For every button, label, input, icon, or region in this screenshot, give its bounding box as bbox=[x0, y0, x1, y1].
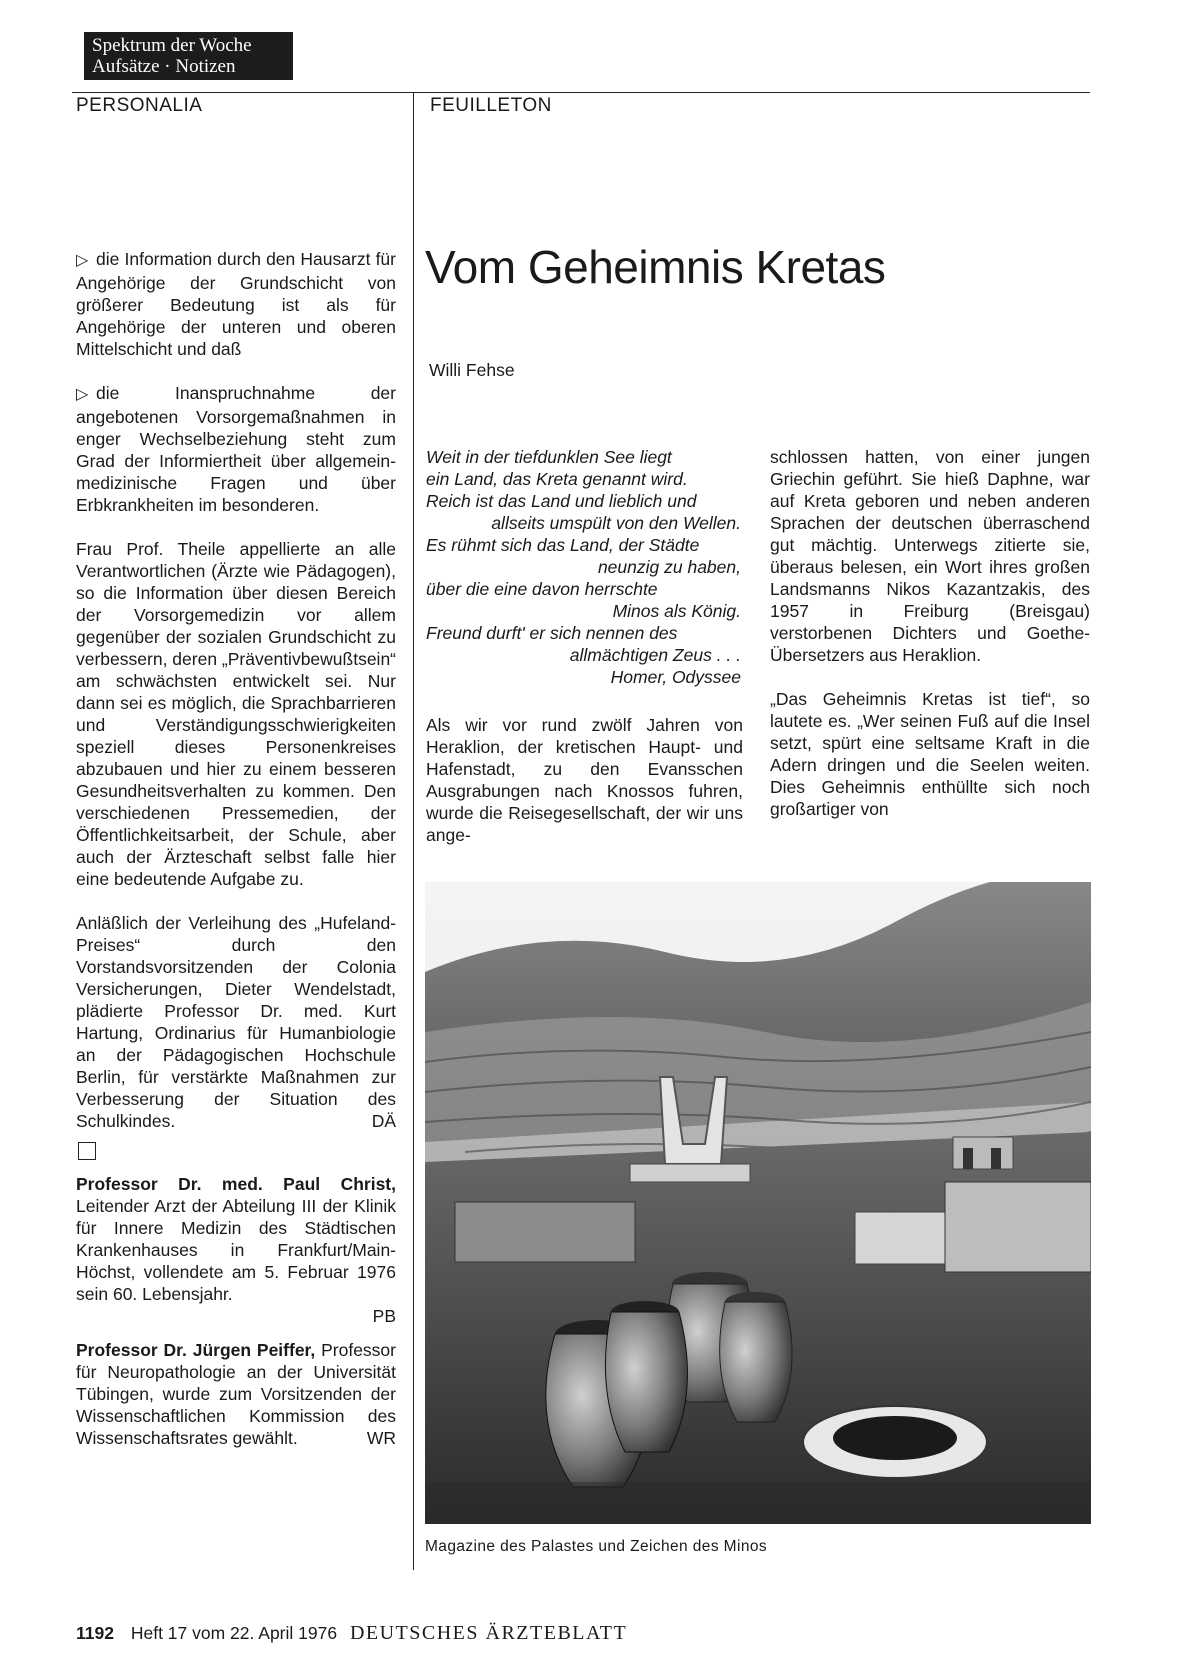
page-footer bbox=[76, 1622, 627, 1645]
poem-line: neunzig zu haben, bbox=[597, 557, 741, 577]
poem-line: Weit in der tiefdunklen See liegt bbox=[426, 447, 672, 467]
article-column-right bbox=[770, 446, 1090, 820]
personalia-christ bbox=[76, 1173, 396, 1305]
article-paragraph-1: Als wir vor rund zwölf Jahren von Heraklion, der kretischen Haupt- und Hafenstadt, zu den Evansschen Ausgrabungen nach Knossos fuhren, wurde die Reisegesellschaft, der wir uns ange- bbox=[426, 715, 743, 845]
article-paragraph-3: „Das Geheimnis Kretas ist tief“, so lautete es. „Wer seinen Fuß auf die Insel setzt, spürt eine seltsame Kraft in die Adern dringen und die Seelen weiten. Dies Geheimnis enthüllte sich noch großartiger von bbox=[770, 689, 1090, 819]
poem-line: über die eine davon herrschte bbox=[426, 579, 658, 599]
paragraph-theile: Frau Prof. Theile appellierte an alle Verantwortlichen (Ärzte wie Pädagogen), so die Information über diesen Bereich der Vorsorgemedizin vor allem gegenüber der sozialen Grundschicht zu verbessern, deren „Präventivbewußtsein“ am schwächsten entwickelt sei. Nur dann sei es möglich, die Sprachbarrieren und Verständigungsschwierigkeiten speziell dieses Personenkreises abzubauen und hier zu einem besseren Gesundheitsverhalten zu kommen. Den verschiedenen Pressemedien, der Öffentlichkeitsarbeit, der Schule, aber auch der Ärzteschaft selbst falle hier eine bedeutende Aufgabe zu. bbox=[76, 539, 397, 889]
bullet-text-1: die Information durch den Hausarzt für Angehörige der Grundschicht von größerer Bedeutung ist als für Angehörige der unteren und oberen Mittelschicht und daß bbox=[76, 249, 396, 359]
triangle-bullet-icon: ▷ bbox=[76, 252, 89, 269]
page-number: 1192 bbox=[76, 1623, 114, 1643]
person-text-christ: Leitender Arzt der Abteilung III der Klinik für Innere Medizin des Städtischen Krankenhauses in Frankfurt/Main-Höchst, vollendete am 5. Februar 1976 sein 60. Lebensjahr. bbox=[76, 1196, 396, 1304]
paragraph-hartung bbox=[76, 912, 396, 1132]
poem-line: ein Land, das Kreta genannt wird. bbox=[426, 469, 688, 489]
separator-box-icon bbox=[78, 1142, 96, 1160]
bullet-item-1 bbox=[76, 248, 396, 360]
poem-attribution: Homer, Odyssee bbox=[610, 667, 741, 687]
article-title: Vom Geheimnis Kretas bbox=[425, 241, 886, 293]
section-personalia: PERSONALIA bbox=[76, 95, 203, 116]
article-column-middle bbox=[426, 714, 743, 846]
signature-wr: WR bbox=[366, 1428, 396, 1448]
section-badge bbox=[84, 32, 293, 80]
bullet-item-2 bbox=[76, 382, 396, 516]
person-name-christ: Professor Dr. med. Paul Christ, bbox=[76, 1174, 396, 1194]
article-author: Willi Fehse bbox=[429, 360, 515, 380]
poem-epigraph bbox=[426, 446, 741, 688]
bullet-text-2: die Inanspruchnahme der angebotenen Vorsorgemaßnahmen in enger Wechselbeziehung steht zum Grad der Informiertheit über allgemein-medizinische Fragen und über Erbkrankheiten im besonderen. bbox=[76, 383, 396, 515]
poem-line: Freund durft' er sich nennen des bbox=[426, 623, 678, 643]
section-feuilleton: FEUILLETON bbox=[430, 95, 552, 116]
poem-line: allseits umspült von den Wellen. bbox=[491, 513, 741, 533]
personalia-column bbox=[76, 248, 396, 1449]
issue-info: Heft 17 vom 22. April 1976 bbox=[130, 1623, 338, 1643]
paragraph-hartung-text: Anläßlich der Verleihung des „Hufeland-Preises“ durch den Vorstandsvorsitzenden der Colonia Versicherungen, Dieter Wendelstadt, plädierte Professor Dr. med. Kurt Hartung, Ordinarius für Humanbiologie an der Pädagogischen Hochschule Berlin, für verstärkte Maßnahmen zur Verbesserung der Situation des Schulkindes. bbox=[76, 913, 396, 1131]
poem-line: Reich ist das Land und lieblich und bbox=[426, 491, 697, 511]
knossos-photo bbox=[425, 882, 1091, 1524]
poem-line: Es rühmt sich das Land, der Städte bbox=[426, 535, 700, 555]
column-divider bbox=[413, 92, 414, 1570]
signature-da: DÄ bbox=[371, 1111, 396, 1131]
person-text-peiffer: Professor für Neuropathologie an der Universität Tübingen, wurde zum Vorsitzenden der Wissenschaftlichen Kommission des Wissenschaftsrates gewählt. bbox=[76, 1340, 396, 1448]
article-paragraph-2: schlossen hatten, von einer jungen Griechin geführt. Sie hieß Daphne, war auf Kreta geboren und neben anderen Sprachen der deutschen überraschend gut mächtig. Unterwegs zitierte sie, überaus belesen, ein Wort ihres großen Landsmanns Nikos Kazantzakis, des 1957 in Freiburg (Breisgau) verstorbenen Dichters und Goethe-Übersetzers aus Heraklion. bbox=[770, 447, 1090, 665]
journal-name: DEUTSCHES ÄRZTEBLATT bbox=[349, 1622, 628, 1644]
badge-line-2: Aufsätze · Notizen bbox=[92, 56, 236, 77]
header-rule bbox=[72, 92, 1090, 93]
photo-caption: Magazine des Palastes und Zeichen des Minos bbox=[425, 1538, 768, 1555]
triangle-bullet-icon: ▷ bbox=[76, 386, 89, 403]
badge-line-1: Spektrum der Woche bbox=[92, 35, 252, 56]
poem-line: Minos als König. bbox=[612, 601, 741, 621]
person-name-peiffer: Professor Dr. Jürgen Peiffer, bbox=[76, 1340, 316, 1360]
signature-pb: PB bbox=[372, 1306, 396, 1326]
poem-line: allmächtigen Zeus . . . bbox=[569, 645, 741, 665]
